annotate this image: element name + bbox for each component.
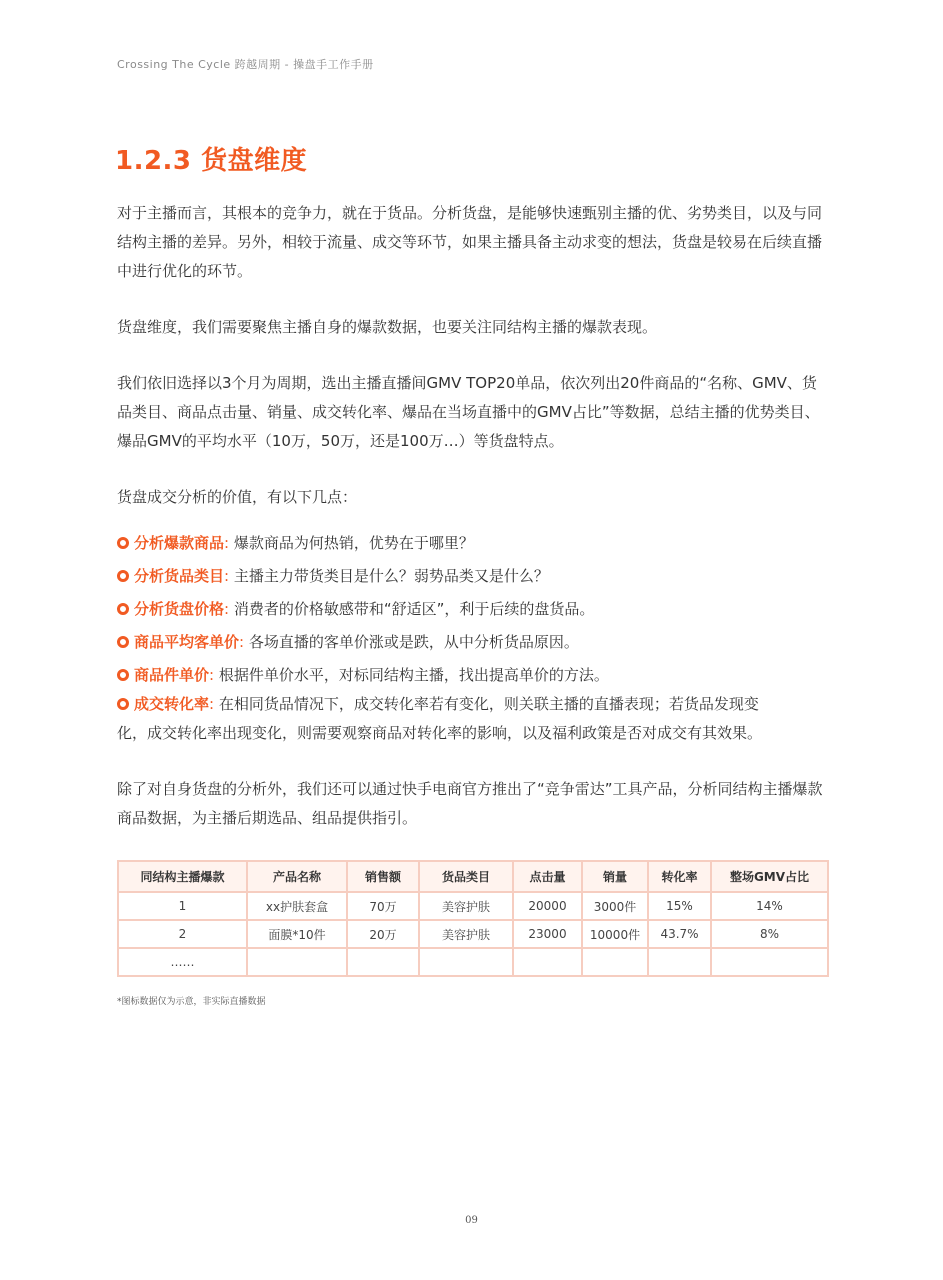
column-header: 产品名称	[247, 861, 347, 892]
table-cell: 1	[118, 892, 247, 920]
column-header: 同结构主播爆款	[118, 861, 247, 892]
bullet-item	[117, 595, 829, 624]
bullet-text: 消费者的价格敏感带和“舒适区”，利于后续的盘货品。	[233, 600, 595, 618]
table-row	[118, 948, 828, 976]
ring-bullet-icon	[117, 698, 129, 710]
bullet-text: 根据件单价水平，对标同结构主播，找出提高单价的方法。	[218, 666, 609, 684]
table-cell: 2	[118, 920, 247, 948]
bullet-colon: :	[224, 600, 230, 618]
column-header: 销售额	[347, 861, 419, 892]
table-cell: 70万	[347, 892, 419, 920]
bullet-item	[117, 529, 829, 558]
bullet-text-continued: 化，成交转化率出现变化，则需要观察商品对转化率的影响，以及福利政策是否对成交有其效果。	[117, 724, 763, 742]
bullet-item	[117, 661, 829, 690]
paragraph-radar: 除了对自身货盘的分析外，我们还可以通过快手电商官方推出了“竞争雷达”工具产品，分析同结构主播爆款商品数据，为主播后期选品、组品提供指引。	[117, 780, 823, 827]
section-title: 1.2.3 货盘维度	[115, 146, 308, 176]
bullet-colon: :	[224, 534, 230, 552]
table-cell: ……	[118, 948, 247, 976]
bullet-label: 商品平均客单价	[134, 633, 240, 651]
bullet-item	[117, 562, 829, 591]
table-cell: 43.7%	[648, 920, 711, 948]
table-cell	[711, 948, 828, 976]
bullet-colon: :	[209, 666, 215, 684]
ring-bullet-icon	[117, 669, 129, 681]
bullet-text: 各场直播的客单价涨或是跌，从中分析货品原因。	[248, 633, 579, 651]
bullet-colon: :	[224, 567, 230, 585]
bullet-label: 成交转化率	[134, 695, 210, 713]
paragraph-focus: 货盘维度，我们需要聚焦主播自身的爆款数据，也要关注同结构主播的爆款表现。	[117, 318, 658, 336]
table-cell: 美容护肤	[419, 892, 513, 920]
column-header: 销量	[582, 861, 648, 892]
bullet-item	[117, 628, 829, 657]
table-footnote: *图标数据仅为示意，非实际直播数据	[117, 997, 266, 1007]
bullet-text: 在相同货品情况下，成交转化率若有变化，则关联主播的直播表现；若货品发现变	[218, 695, 759, 713]
table-cell	[419, 948, 513, 976]
table-cell: 8%	[711, 920, 828, 948]
page-number: 09	[465, 1215, 478, 1226]
table-cell: xx护肤套盒	[247, 892, 347, 920]
table-cell	[247, 948, 347, 976]
table-cell: 14%	[711, 892, 828, 920]
running-header: Crossing The Cycle 跨越周期 - 操盘手工作手册	[117, 58, 374, 71]
ring-bullet-icon	[117, 636, 129, 648]
table-cell: 面膜*10件	[247, 920, 347, 948]
table-cell	[648, 948, 711, 976]
table-cell: 15%	[648, 892, 711, 920]
column-header: 转化率	[648, 861, 711, 892]
bullet-label: 商品件单价	[134, 666, 210, 684]
table-cell	[513, 948, 582, 976]
table-cell	[582, 948, 648, 976]
ring-bullet-icon	[117, 570, 129, 582]
bullet-text: 爆款商品为何热销，优势在于哪里？	[233, 534, 474, 552]
bullet-item	[117, 690, 829, 748]
table-cell: 3000件	[582, 892, 648, 920]
table-cell: 10000件	[582, 920, 648, 948]
column-header: 货品类目	[419, 861, 513, 892]
table-header-row	[118, 861, 828, 892]
ring-bullet-icon	[117, 603, 129, 615]
table-cell: 美容护肤	[419, 920, 513, 948]
competitor-hit-products-table	[117, 860, 829, 977]
paragraph-value-intro: 货盘成交分析的价值，有以下几点：	[117, 488, 358, 506]
table-row	[118, 920, 828, 948]
table-cell: 20万	[347, 920, 419, 948]
value-bullet-list	[117, 529, 829, 752]
bullet-label: 分析货盘价格	[134, 600, 225, 618]
bullet-text: 主播主力带货类目是什么？弱势品类又是什么？	[233, 567, 549, 585]
bullet-colon: :	[209, 695, 215, 713]
table-cell: 23000	[513, 920, 582, 948]
column-header: 整场GMV占比	[711, 861, 828, 892]
bullet-colon: :	[239, 633, 245, 651]
ring-bullet-icon	[117, 537, 129, 549]
table-cell: 20000	[513, 892, 582, 920]
table-row	[118, 892, 828, 920]
table-cell	[347, 948, 419, 976]
column-header: 点击量	[513, 861, 582, 892]
paragraph-method: 我们依旧选择以3个月为周期，选出主播直播间GMV TOP20单品，依次列出20件商品的“名称、GMV、货品类目、商品点击量、销量、成交转化率、爆品在当场直播中的GMV占比”等数据，总结主播的优势类目、爆品GMV的平均水平（10万，50万，还是100万…）等货盘特点。	[117, 374, 820, 450]
bullet-label: 分析爆款商品	[134, 534, 225, 552]
bullet-label: 分析货品类目	[134, 567, 225, 585]
paragraph-intro: 对于主播而言，其根本的竞争力，就在于货品。分析货盘，是能够快速甄别主播的优、劣势类目，以及与同结构主播的差异。另外，相较于流量、成交等环节，如果主播具备主动求变的想法，货盘是较易在后续直播中进行优化的环节。	[117, 204, 823, 280]
